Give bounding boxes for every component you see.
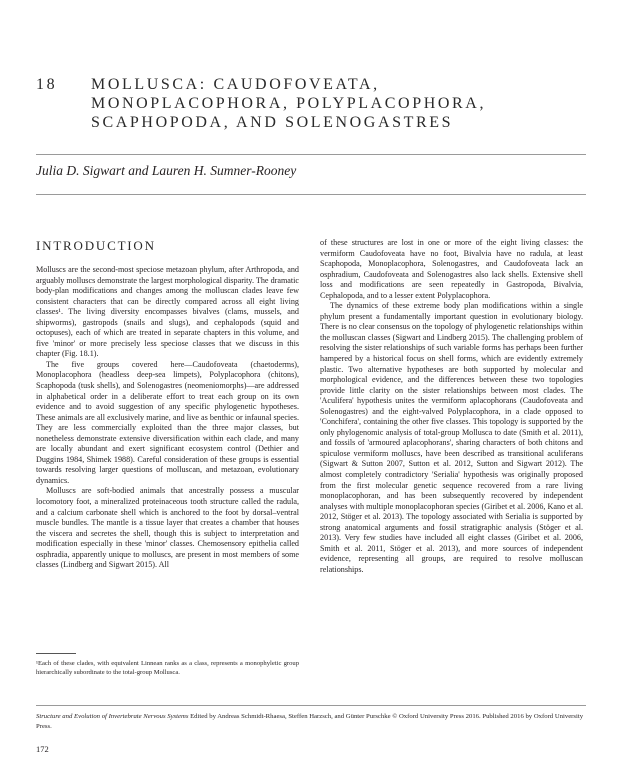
chapter-number: 18 bbox=[36, 76, 58, 93]
chapter-title-line-3: SCAPHOPODA, AND SOLENOGASTRES bbox=[91, 114, 454, 131]
chapter-authors: Julia D. Sigwart and Lauren H. Sumner-Rooney bbox=[36, 163, 297, 178]
credit-rule bbox=[36, 705, 586, 706]
footnote-rule bbox=[36, 653, 76, 654]
right-column bbox=[320, 238, 583, 576]
chapter-title-line-1: MOLLUSCA: CAUDOFOVEATA, bbox=[91, 76, 380, 93]
body-paragraph: of these structures are lost in one or more of the eight living classes: the vermiform Caudofoveata have no foot, Bivalvia have no radula, at least Scaphopoda, Monoplacophora, Solenogastres, and Caudofoveata lack an osphradium, Caudofoveata and Solenogastres also lack shells. Extensive shell loss and modifications are seen repeatedly in Gastropoda, Bivalvia, Cephalopoda, and to a lesser extent Polyplacophora. bbox=[320, 238, 583, 300]
body-paragraph: The five groups covered here—Caudofoveata (chaetoderms), Monoplacophora (headless deep-sea limpets), Polyplacophora (chitons), Scaphopoda (tusk shells), and Solenogastres (neomeniomorphs)—are addressed in alphabetical order in a deliberate effort to treat each group on its own evidence and to avoid suggestion of any specific phylogenetic hypotheses. These animals are all exclusively marine, and live as benthic or infaunal species. They are less commercially exploited than the three major classes, but nonetheless demonstrate extensive diversification within each clade, and many are locally abundant and exert significant ecosystem control (Dethier and Duggins 1984, Shimek 1988). Careful consideration of these groups is essential towards resolving larger questions of molluscan, and metazoan, evolutionary dynamics. bbox=[36, 359, 299, 485]
page-number: 172 bbox=[36, 744, 49, 754]
body-paragraph: The dynamics of these extreme body plan modifications within a single phylum present a fundamentally important question in evolutionary biology. There is no clear consensus on the topology of phylogenetic relationships within the molluscan classes (Sigwart and Lindberg 2015). The challenging problem of resolving the sister relationships of such variable forms has perhaps been further hampered by a historical focus on shell forms, which are evidently extremely plastic. Two alternative hypotheses are both supported by molecular and morphological evidence, and the differences between these two topologies provide little clarity on the sister relationships between most clades. The 'Aculifera' hypothesis unites the vermiform aplacophorans (Caudofoveata and Solenogastres) and the eight-valved Polyplacophora, in a clade opposed to 'Conchifera', containing the other five classes. This topology is supported by the only phylogenomic analysis of total-group Mollusca to date (Smith et al. 2011), and fossils of 'armoured aplacophorans', sharing characters of both chitons and spiculose vermiform molluscs, have been described as transitional aculiferans (Sigwart & Sutton 2007, Sutton et al. 2012, Sutton and Sigwart 2012). The almost completely contradictory 'Serialia' hypothesis was originally proposed from the first molecular genetic sequence recovered from a rare living monoplacophoran, and has been subsequently recovered by independent analyses with multiple monoplacophoran species (Giribet et al. 2006, Kano et al. 2012, Stöger et al. 2013). The topology associated with Serialia is supported by strong anatomical arguments and fossil stratigraphic analysis (Stöger et al. 2013). Very few studies have included all eight classes (Giribet et al. 2006, Smith et al. 2011, Stöger et al. 2013), and more sources of independent evidence, representing all groups, are required to resolve molluscan relationships. bbox=[320, 301, 583, 574]
credit-text: Edited by Andreas Schmidt-Rhaesa, Steffen Harzsch, and Günter Purschke © Oxford University Press 2016. Published 2016 by Oxford University Press. bbox=[36, 713, 584, 730]
left-column bbox=[36, 238, 299, 571]
footnote: ¹Each of these clades, with equivalent Linnean ranks as a class, represents a monophyletic group hierarchically subordinate to the total-group Mollusca. bbox=[36, 660, 299, 676]
body-paragraph: Molluscs are the second-most speciose metazoan phylum, after Arthropoda, and arguably molluscs demonstrate the largest morphological disparity. The dramatic body-plan modifications and changes among the molluscan clades leave few consistent characters that can be directly compared across all eight living classes¹. The living diversity encompasses bivalves (clams, mussels, and shipworms), gastropods (snails and slugs), and cephalopods (squid and octopuses), each of which are treated in separate chapters in this volume, and five 'minor' or more precisely less speciose classes that we discuss in this chapter (Fig. 18.1). bbox=[36, 265, 299, 359]
section-heading: INTRODUCTION bbox=[36, 238, 156, 253]
authors-rule bbox=[36, 194, 586, 195]
book-title: Structure and Evolution of Invertebrate Nervous Systems bbox=[36, 713, 189, 720]
title-rule bbox=[36, 154, 586, 155]
publication-credit bbox=[36, 712, 596, 732]
chapter-title-line-2: MONOPLACOPHORA, POLYPLACOPHORA, bbox=[91, 95, 487, 112]
body-paragraph: Molluscs are soft-bodied animals that ancestrally possess a muscular locomotory foot, a mineralized proteinaceous tooth structure called the radula, and a calcium carbonate shell which is anchored to the foot by dorsal–ventral muscle bundles. The mantle is a tissue layer that creates a chamber that houses the viscera and secretes the shell, though this is subject to interpretation and modification especially in these 'minor' classes. Chemosensory epithelia called osphradia, apparently unique to molluscs, are present in most members of some classes (Lindberg and Sigwart 2015). All bbox=[36, 486, 299, 570]
